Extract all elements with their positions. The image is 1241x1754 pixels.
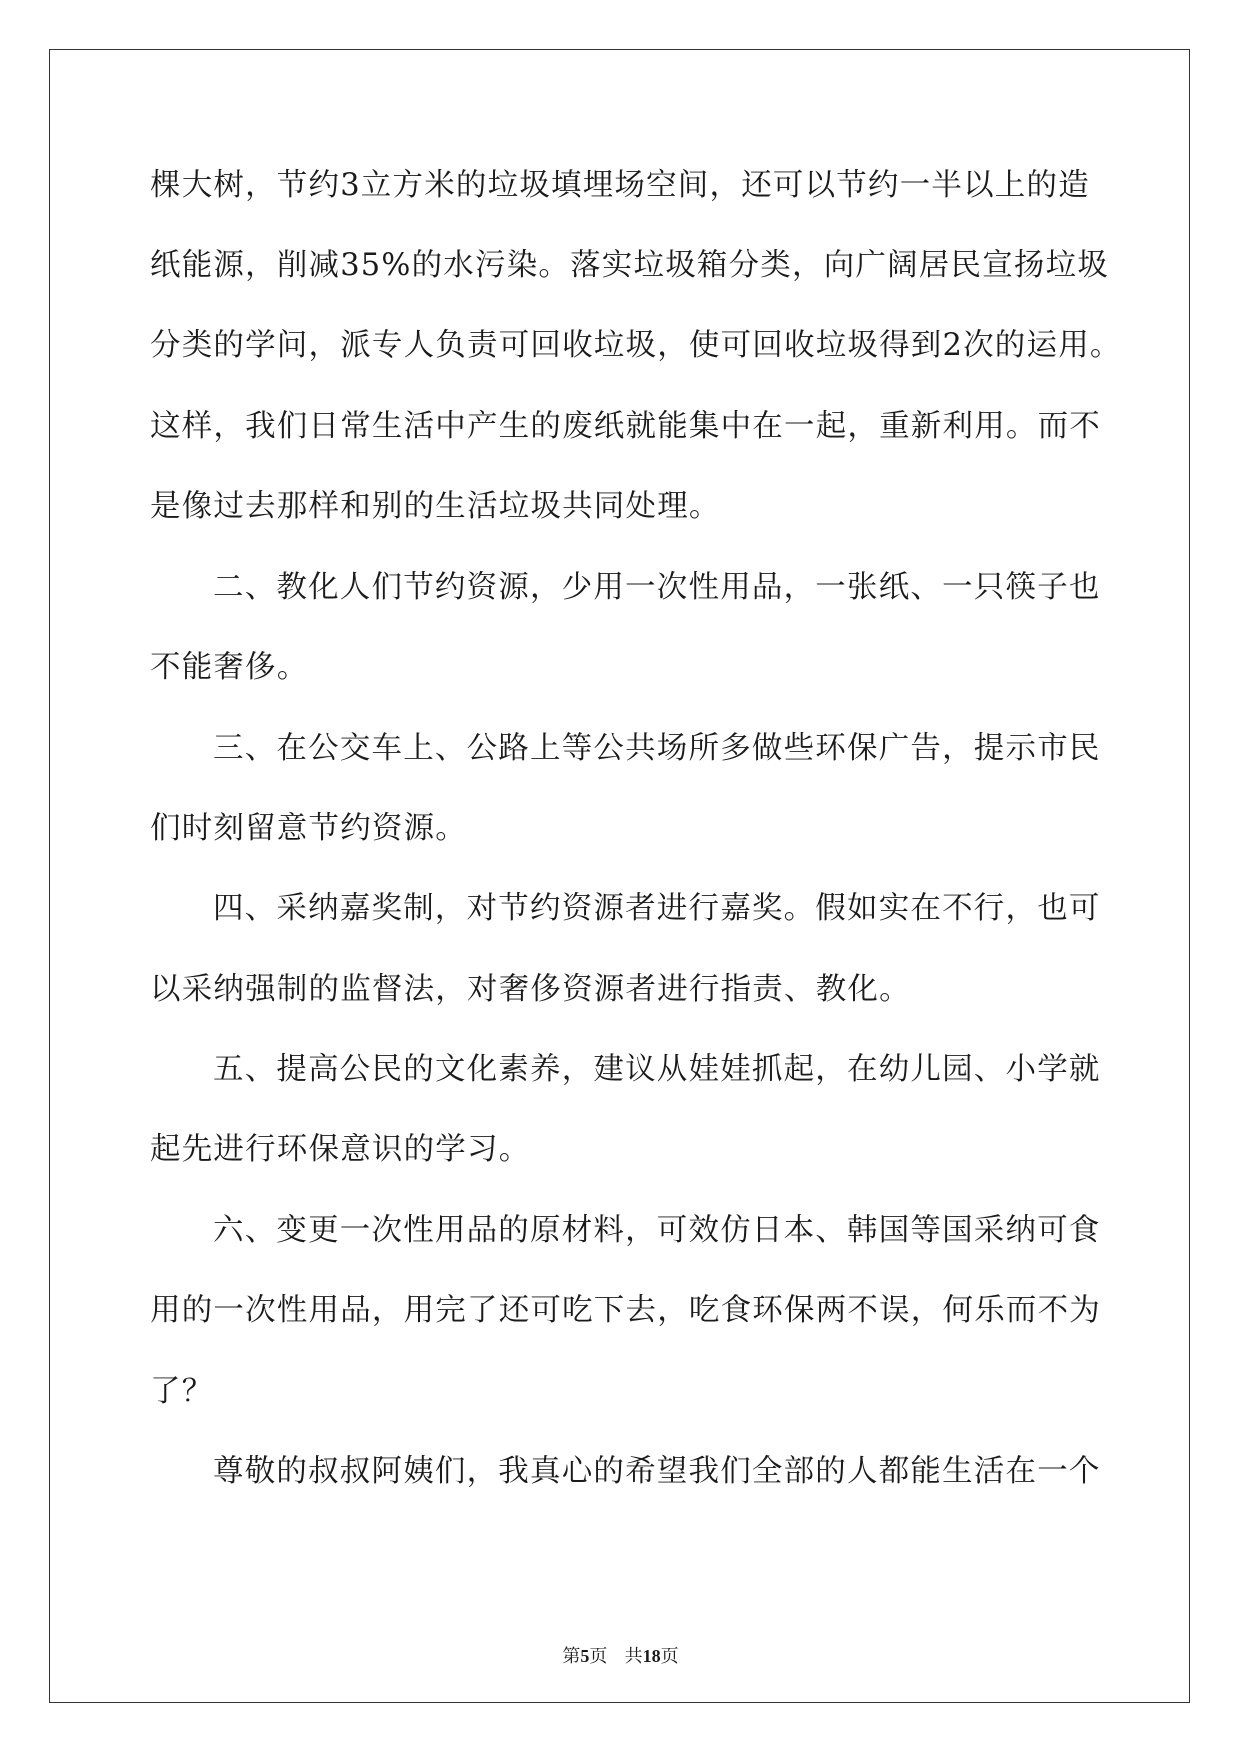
body-line: 四、采纳嘉奖制，对节约资源者进行嘉奖。假如实在不行，也可 — [213, 891, 1101, 926]
page-footer — [0, 1644, 1241, 1669]
body-line: 起先进行环保意识的学习。 — [150, 1132, 531, 1167]
body-line: 是像过去那样和别的生活垃圾共同处理。 — [150, 489, 721, 524]
body-line: 用的一次性用品，用完了还可吃下去，吃食环保两不误，何乐而不为 — [150, 1293, 1101, 1328]
body-line: 二、教化人们节约资源，少用一次性用品，一张纸、一只筷子也 — [213, 570, 1101, 605]
footer-total-suffix: 页 — [660, 1646, 679, 1667]
body-line: 纸能源，削减35%的水污染。落实垃圾箱分类，向广阔居民宣扬垃圾 — [150, 248, 1109, 283]
footer-total-prefix: 共 — [624, 1646, 643, 1667]
body-line: 六、变更一次性用品的原材料，可效仿日本、韩国等国采纳可食 — [213, 1213, 1101, 1248]
body-line: 不能奢侈。 — [150, 650, 309, 685]
footer-current-page: 5 — [580, 1646, 590, 1666]
body-line: 棵大树，节约3立方米的垃圾填埋场空间，还可以节约一半以上的造 — [150, 168, 1090, 203]
footer-total-pages: 18 — [642, 1646, 661, 1666]
body-line: 这样，我们日常生活中产生的废纸就能集中在一起，重新利用。而不 — [150, 409, 1101, 444]
body-line: 尊敬的叔叔阿姨们，我真心的希望我们全部的人都能生活在一个 — [213, 1454, 1101, 1489]
body-line: 分类的学问，派专人负责可回收垃圾，使可回收垃圾得到2次的运用。 — [150, 328, 1122, 363]
footer-page-suffix: 页 — [589, 1646, 608, 1667]
body-line: 以采纳强制的监督法，对奢侈资源者进行指责、教化。 — [150, 972, 911, 1007]
body-line: 三、在公交车上、公路上等公共场所多做些环保广告，提示市民 — [213, 731, 1101, 766]
body-line: 五、提高公民的文化素养，建议从娃娃抓起，在幼儿园、小学就 — [213, 1052, 1101, 1087]
footer-prefix: 第 — [562, 1646, 581, 1667]
body-line: 们时刻留意节约资源。 — [150, 811, 467, 846]
body-line: 了？ — [150, 1374, 214, 1409]
